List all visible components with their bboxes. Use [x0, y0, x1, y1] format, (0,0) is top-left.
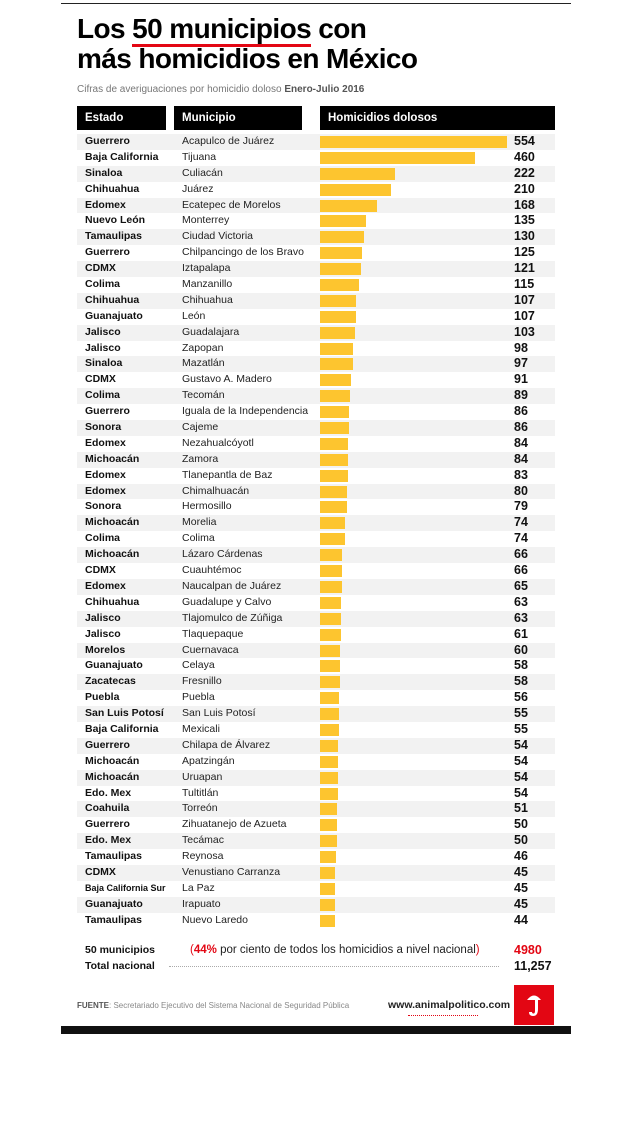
value-label: 56 — [514, 690, 528, 705]
municipio-label: Tecomán — [182, 389, 225, 402]
estado-label: Baja California Sur — [85, 882, 166, 893]
subtitle-text: Cifras de averiguaciones por homicidio doloso — [77, 84, 285, 95]
municipio-label: Lázaro Cárdenas — [182, 548, 263, 561]
municipio-label: Celaya — [182, 659, 215, 672]
bar — [320, 517, 345, 529]
bar — [320, 613, 341, 625]
table-row — [77, 277, 555, 293]
estado-label: Tamaulipas — [85, 913, 142, 926]
estado-label: Jalisco — [85, 627, 121, 640]
municipio-label: Gustavo A. Madero — [182, 373, 272, 386]
bar — [320, 660, 340, 672]
municipio-label: Fresnillo — [182, 675, 222, 688]
note-open: ( — [190, 944, 194, 956]
bar — [320, 486, 347, 498]
bar — [320, 501, 347, 513]
url-underline — [408, 1012, 478, 1016]
value-label: 107 — [514, 308, 535, 323]
bar — [320, 772, 338, 784]
estado-label: Edomex — [85, 436, 126, 449]
table-row — [77, 134, 555, 150]
estado-label: Zacatecas — [85, 675, 136, 688]
table-row — [77, 786, 555, 802]
value-label: 55 — [514, 706, 528, 721]
estado-label: Edomex — [85, 484, 126, 497]
bar — [320, 676, 340, 688]
table-row — [77, 531, 555, 547]
table-row — [77, 341, 555, 357]
bar — [320, 581, 342, 593]
estado-label: Jalisco — [85, 325, 121, 338]
summary-total-value: 11,257 — [514, 959, 552, 973]
site-url[interactable] — [388, 999, 510, 1016]
municipio-label: Uruapan — [182, 770, 223, 783]
table-row — [77, 515, 555, 531]
table-row — [77, 547, 555, 563]
table-row — [77, 754, 555, 770]
table-row — [77, 293, 555, 309]
table-row — [77, 420, 555, 436]
bar — [320, 136, 507, 148]
municipio-label: Chilapa de Álvarez — [182, 738, 271, 751]
municipio-label: Mexicali — [182, 722, 220, 735]
municipio-label: Chihuahua — [182, 293, 233, 306]
estado-label: Guerrero — [85, 405, 130, 418]
bar — [320, 819, 337, 831]
value-label: 66 — [514, 547, 528, 562]
municipio-label: La Paz — [182, 881, 215, 894]
municipio-label: Ciudad Victoria — [182, 230, 254, 243]
municipio-label: Reynosa — [182, 850, 224, 863]
table-row — [77, 404, 555, 420]
bar — [320, 565, 342, 577]
municipio-label: Juárez — [182, 182, 214, 195]
bar — [320, 184, 391, 196]
estado-label: Michoacán — [85, 754, 140, 767]
municipio-label: Guadalupe y Calvo — [182, 595, 272, 608]
bar — [320, 454, 348, 466]
bar — [320, 740, 338, 752]
municipio-label: Culiacán — [182, 166, 223, 179]
summary-fifty-note — [190, 942, 480, 958]
value-label: 115 — [514, 277, 535, 292]
subtitle-period: Enero-Julio 2016 — [284, 84, 365, 95]
bar — [320, 374, 351, 386]
table-row — [77, 356, 555, 372]
logo-glyph-icon — [514, 985, 554, 1025]
value-label: 74 — [514, 531, 528, 546]
value-label: 45 — [514, 896, 528, 911]
municipio-label: Tultitlán — [182, 786, 219, 799]
table-row — [77, 897, 555, 913]
estado-label: Edo. Mex — [85, 834, 132, 847]
bar — [320, 390, 350, 402]
table-row — [77, 484, 555, 500]
municipio-label: Tlaquepaque — [182, 627, 244, 640]
municipio-label: Cajeme — [182, 421, 219, 434]
table-row — [77, 182, 555, 198]
value-label: 103 — [514, 324, 535, 339]
municipio-label: Nuevo Laredo — [182, 913, 248, 926]
value-label: 222 — [514, 165, 535, 180]
title-part-2: con — [311, 13, 367, 44]
bar — [320, 152, 475, 164]
bar — [320, 231, 364, 243]
estado-label: Baja California — [85, 722, 159, 735]
bar — [320, 247, 362, 259]
estado-label: San Luis Potosí — [85, 707, 164, 720]
infographic — [61, 0, 571, 1034]
summary-fifty-label: 50 municipios — [85, 944, 156, 956]
bar — [320, 724, 339, 736]
estado-label: Michoacán — [85, 770, 140, 783]
estado-label: Colima — [85, 532, 121, 545]
estado-label: CDMX — [85, 262, 116, 275]
value-label: 65 — [514, 578, 528, 593]
bar — [320, 851, 336, 863]
table-row — [77, 150, 555, 166]
bar — [320, 915, 335, 927]
table-row — [77, 849, 555, 865]
value-label: 554 — [514, 134, 535, 148]
bar — [320, 279, 359, 291]
bar — [320, 215, 366, 227]
bar — [320, 629, 341, 641]
estado-label: CDMX — [85, 373, 116, 386]
summary-fifty-value: 4980 — [514, 943, 542, 957]
bar — [320, 311, 356, 323]
estado-label: Sinaloa — [85, 166, 123, 179]
top-rule — [61, 3, 571, 4]
value-label: 168 — [514, 197, 535, 212]
estado-label: Guerrero — [85, 246, 130, 259]
municipio-label: León — [182, 309, 206, 322]
value-label: 84 — [514, 435, 528, 450]
table-row — [77, 674, 555, 690]
value-label: 45 — [514, 864, 528, 879]
table-row — [77, 595, 555, 611]
value-label: 58 — [514, 658, 528, 673]
table-row — [77, 801, 555, 817]
estado-label: Tamaulipas — [85, 850, 142, 863]
note-text: por ciento de todos los homicidios a nivel nacional — [216, 944, 476, 956]
source-note — [77, 1001, 349, 1010]
municipio-label: Tijuana — [182, 150, 217, 163]
source-text: : Secretariado Ejecutivo del Sistema Nacional de Seguridad Pública — [109, 1001, 350, 1010]
estado-label: Guanajuato — [85, 659, 143, 672]
estado-label: Guerrero — [85, 135, 130, 147]
bar — [320, 295, 356, 307]
estado-label: Tamaulipas — [85, 230, 142, 243]
estado-label: Michoacán — [85, 548, 140, 561]
table-row — [77, 881, 555, 897]
bar — [320, 835, 337, 847]
table-row — [77, 563, 555, 579]
value-label: 54 — [514, 737, 528, 752]
estado-label: Guanajuato — [85, 897, 143, 910]
value-label: 60 — [514, 642, 528, 657]
municipio-label: Acapulco de Juárez — [182, 135, 275, 147]
brand-logo-icon — [514, 985, 554, 1025]
bar — [320, 327, 355, 339]
value-label: 51 — [514, 801, 528, 816]
table-row — [77, 198, 555, 214]
table-row — [77, 770, 555, 786]
value-label: 63 — [514, 594, 528, 609]
table-row — [77, 499, 555, 515]
value-label: 86 — [514, 420, 528, 435]
page-title — [77, 14, 417, 74]
bar — [320, 470, 348, 482]
value-label: 84 — [514, 451, 528, 466]
table-row — [77, 913, 555, 929]
municipio-label: Cuauhtémoc — [182, 564, 242, 577]
table-row — [77, 706, 555, 722]
table-row — [77, 245, 555, 261]
estado-label: Edomex — [85, 468, 126, 481]
bottom-rule — [61, 1026, 571, 1034]
bar — [320, 168, 395, 180]
value-label: 125 — [514, 245, 535, 260]
value-label: 55 — [514, 721, 528, 736]
municipio-label: Venustiano Carranza — [182, 865, 281, 878]
value-label: 130 — [514, 229, 535, 244]
bar — [320, 899, 335, 911]
table-row — [77, 865, 555, 881]
municipio-label: Tlajomulco de Zúñiga — [182, 611, 283, 624]
table-row — [77, 372, 555, 388]
value-label: 50 — [514, 817, 528, 832]
estado-label: Chihuahua — [85, 182, 140, 195]
value-label: 460 — [514, 149, 535, 164]
municipio-label: Chimalhuacán — [182, 484, 250, 497]
estado-label: Puebla — [85, 691, 120, 704]
table-row — [77, 452, 555, 468]
municipio-label: Manzanillo — [182, 278, 233, 291]
estado-label: Jalisco — [85, 341, 121, 354]
site-url-text[interactable]: www.animalpolitico.com — [388, 999, 511, 1011]
bar — [320, 343, 353, 355]
column-header-municipio: Municipio — [174, 106, 302, 130]
table-row — [77, 436, 555, 452]
subtitle — [77, 84, 364, 95]
municipio-label: Cuernavaca — [182, 643, 239, 656]
table-row — [77, 579, 555, 595]
bar — [320, 438, 348, 450]
value-label: 107 — [514, 292, 535, 307]
municipio-label: Morelia — [182, 516, 217, 529]
municipio-label: Mazatlán — [182, 357, 225, 370]
table-row — [77, 325, 555, 341]
bar — [320, 200, 377, 212]
value-label: 44 — [514, 912, 528, 927]
value-label: 83 — [514, 467, 528, 482]
value-label: 54 — [514, 753, 528, 768]
estado-label: Baja California — [85, 150, 159, 163]
estado-label: Colima — [85, 278, 121, 291]
estado-label: Michoacán — [85, 516, 140, 529]
summary-percent: 44% — [193, 944, 217, 956]
column-header-estado: Estado — [77, 106, 166, 130]
table-row — [77, 738, 555, 754]
summary-total-label: Total nacional — [85, 960, 155, 972]
value-label: 97 — [514, 356, 528, 371]
table-row — [77, 309, 555, 325]
estado-label: Nuevo León — [85, 214, 146, 227]
bar — [320, 803, 337, 815]
bar — [320, 549, 342, 561]
bar — [320, 788, 338, 800]
estado-label: Edo. Mex — [85, 786, 132, 799]
note-close: ) — [475, 944, 480, 956]
municipio-label: Monterrey — [182, 214, 230, 227]
table-row — [77, 690, 555, 706]
table-row — [77, 166, 555, 182]
estado-label: Guanajuato — [85, 309, 143, 322]
bar — [320, 756, 338, 768]
bar — [320, 645, 340, 657]
value-label: 80 — [514, 483, 528, 498]
column-header-homicidios: Homicidios dolosos — [320, 106, 555, 130]
bar — [320, 263, 361, 275]
value-label: 121 — [514, 261, 535, 276]
table-row — [77, 611, 555, 627]
municipio-label: Iztapalapa — [182, 262, 231, 275]
data-table — [77, 134, 555, 929]
table-row — [77, 627, 555, 643]
estado-label: CDMX — [85, 865, 116, 878]
summary-fifty — [77, 942, 555, 958]
municipio-label: Nezahualcóyotl — [182, 436, 254, 449]
municipio-label: Naucalpan de Juárez — [182, 579, 282, 592]
value-label: 63 — [514, 610, 528, 625]
table-row — [77, 817, 555, 833]
title-line-2: más homicidios en México — [77, 43, 418, 74]
estado-label: CDMX — [85, 564, 116, 577]
municipio-label: Torreón — [182, 802, 218, 815]
estado-label: Guerrero — [85, 818, 130, 831]
value-label: 91 — [514, 372, 528, 387]
value-label: 98 — [514, 340, 528, 355]
municipio-label: Apatzingán — [182, 754, 235, 767]
title-part-1: Los — [77, 13, 133, 44]
table-row — [77, 833, 555, 849]
municipio-label: Colima — [182, 532, 215, 545]
table-row — [77, 388, 555, 404]
title-highlight: 50 municipios — [132, 13, 311, 47]
municipio-label: Tecámac — [182, 834, 225, 847]
value-label: 61 — [514, 626, 528, 641]
table-row — [77, 658, 555, 674]
bar — [320, 533, 345, 545]
estado-label: Sonora — [85, 500, 122, 513]
value-label: 54 — [514, 769, 528, 784]
estado-label: Edomex — [85, 579, 126, 592]
value-label: 46 — [514, 849, 528, 864]
bar — [320, 708, 339, 720]
estado-label: Edomex — [85, 198, 126, 211]
estado-label: Jalisco — [85, 611, 121, 624]
value-label: 54 — [514, 785, 528, 800]
estado-label: Chihuahua — [85, 293, 140, 306]
table-row — [77, 722, 555, 738]
municipio-label: Guadalajara — [182, 325, 240, 338]
summary-total — [77, 958, 555, 974]
bar — [320, 406, 349, 418]
bar — [320, 883, 335, 895]
municipio-label: Iguala de la Independencia — [182, 405, 309, 418]
value-label: 74 — [514, 515, 528, 530]
value-label: 58 — [514, 674, 528, 689]
estado-label: Coahuila — [85, 802, 130, 815]
table-row — [77, 261, 555, 277]
value-label: 135 — [514, 213, 535, 228]
estado-label: Morelos — [85, 643, 126, 656]
estado-label: Sonora — [85, 421, 122, 434]
municipio-label: Tlanepantla de Baz — [182, 468, 273, 481]
municipio-label: Zapopan — [182, 341, 224, 354]
source-label: FUENTE — [77, 1001, 109, 1010]
estado-label: Chihuahua — [85, 595, 140, 608]
estado-label: Colima — [85, 389, 121, 402]
table-row — [77, 229, 555, 245]
value-label: 79 — [514, 499, 528, 514]
municipio-label: Chilpancingo de los Bravo — [182, 246, 304, 259]
value-label: 50 — [514, 833, 528, 848]
dotted-leader — [169, 966, 499, 967]
value-label: 66 — [514, 563, 528, 578]
estado-label: Guerrero — [85, 738, 130, 751]
municipio-label: Zamora — [182, 452, 219, 465]
municipio-label: Zihuatanejo de Azueta — [182, 818, 287, 831]
value-label: 86 — [514, 404, 528, 419]
estado-label: Michoacán — [85, 452, 140, 465]
municipio-label: Irapuato — [182, 897, 221, 910]
value-label: 89 — [514, 388, 528, 403]
value-label: 45 — [514, 880, 528, 895]
table-row — [77, 213, 555, 229]
estado-label: Sinaloa — [85, 357, 123, 370]
municipio-label: Ecatepec de Morelos — [182, 198, 281, 211]
bar — [320, 358, 353, 370]
bar — [320, 867, 335, 879]
municipio-label: Hermosillo — [182, 500, 232, 513]
bar — [320, 422, 349, 434]
value-label: 210 — [514, 181, 535, 196]
municipio-label: San Luis Potosí — [182, 707, 256, 720]
table-row — [77, 468, 555, 484]
table-row — [77, 643, 555, 659]
bar — [320, 692, 339, 704]
bar — [320, 597, 341, 609]
municipio-label: Puebla — [182, 691, 215, 704]
